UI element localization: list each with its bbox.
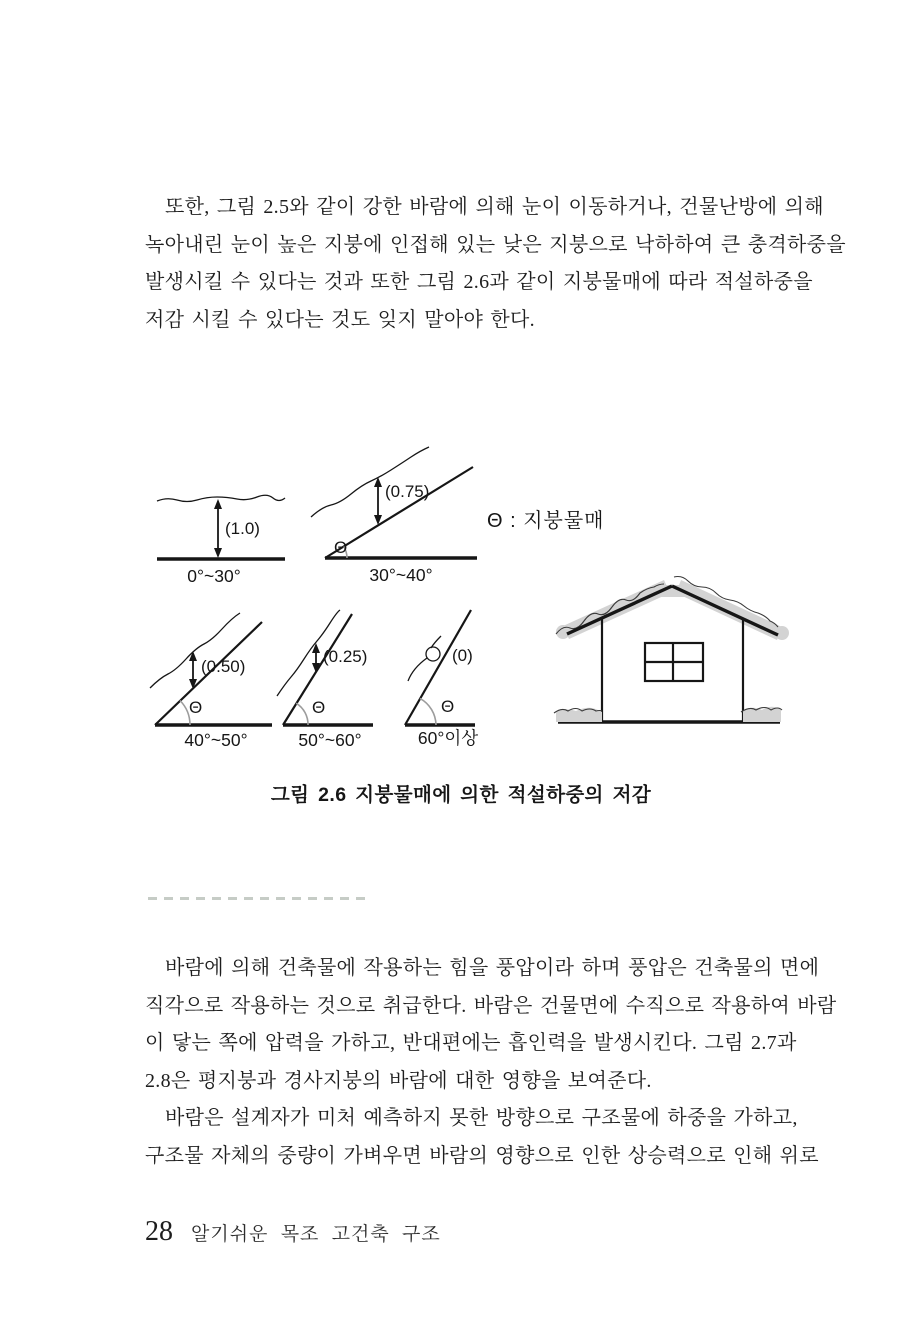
paragraph-wind-pressure (145, 950, 837, 1100)
arrowhead-down-icon (214, 548, 222, 558)
arrowhead-up-icon (214, 499, 222, 509)
diagram-flat-roof (157, 495, 285, 586)
snow-covered-house-drawing (554, 577, 789, 723)
snow-surface-line (150, 613, 240, 688)
page-footer (145, 1216, 441, 1248)
text-line: 2.8은 평지붕과 경사지붕의 바람에 대한 영향을 보여준다. (145, 1069, 652, 1092)
snow-load-factor: (0.75) (385, 482, 430, 501)
snow-slide-wisp (431, 636, 441, 648)
arrowhead-down-icon (189, 679, 197, 689)
text-line: 또한, 그림 2.5와 같이 강한 바람에 의해 눈이 이동하거나, 건물난방에 의해 (165, 196, 824, 218)
text-line: 구조물 자체의 중량이 가벼우면 바람의 영향으로 인한 상승력으로 인해 위로 (145, 1144, 819, 1167)
theta-symbol: Θ (441, 697, 455, 716)
roof-line-left (567, 586, 672, 634)
clipped-heading-fragment (148, 897, 369, 900)
text-line: 이 닿는 쪽에 압력을 가하고, 반대편에는 흡인력을 발생시킨다. 그림 2.7과 (145, 1032, 797, 1054)
diagram-slope-40-50 (150, 613, 272, 750)
slope-range-label: 0°~30° (187, 566, 241, 586)
snow-load-factor: (0.50) (201, 657, 246, 676)
diagram-slope-over-60 (405, 610, 478, 748)
sliding-snowball (426, 647, 440, 661)
figure-caption: 그림 2.6 지붕물매에 의한 적설하중의 저감 (270, 784, 652, 806)
roof-line-right (672, 586, 778, 635)
snow-load-factor: (0.25) (323, 647, 368, 666)
angle-arc (420, 698, 436, 725)
arrowhead-up-icon (189, 651, 197, 661)
roof-slope-line (405, 610, 471, 725)
text-line: 바람에 의해 건축물에 작용하는 힘을 풍압이라 하며 풍압은 건축물의 면에 (165, 957, 820, 979)
figure-legend: Θ : 지붕물매 (487, 510, 605, 532)
slope-range-label: 30°~40° (369, 565, 433, 585)
snow-surface-line (157, 495, 285, 501)
text-line: 직각으로 작용하는 것으로 취급한다. 바람은 건물면에 수직으로 작용하여 바람 (145, 994, 837, 1017)
paragraph-snow-load (145, 189, 846, 339)
snow-slide-path (408, 658, 427, 681)
slope-range-label: 50°~60° (298, 730, 362, 750)
arrowhead-up-icon (312, 643, 320, 653)
diagram-slope-30-40 (311, 447, 477, 585)
theta-symbol: Θ (334, 538, 348, 557)
slope-range-label: 40°~50° (184, 730, 248, 750)
slope-range-label: 60°이상 (417, 728, 479, 748)
book-title: 알기쉬운 목조 고건축 구조 (191, 1224, 441, 1245)
snow-load-factor: (1.0) (225, 519, 260, 538)
diagram-slope-50-60 (277, 610, 373, 750)
figure-2-6-roof-slope-diagrams (140, 433, 806, 763)
text-line: 녹아내린 눈이 높은 지붕에 인접해 있는 낮은 지붕으로 낙하하여 큰 충격하중을 (145, 233, 846, 256)
angle-arc (296, 703, 308, 725)
paragraph-wind-uplift (145, 1100, 820, 1175)
text-line: 저감 시킬 수 있다는 것도 잊지 말아야 한다. (145, 308, 535, 331)
snow-load-factor: (0) (452, 646, 473, 665)
theta-symbol: Θ (312, 698, 326, 717)
theta-symbol: Θ (189, 698, 203, 717)
text-line: 발생시킬 수 있다는 것과 또한 그림 2.6과 같이 지붕물매에 따라 적설하중을 (145, 271, 813, 293)
page-number: 28 (145, 1216, 173, 1247)
text-line: 바람은 설계자가 미처 예측하지 못한 방향으로 구조물에 하중을 가하고, (165, 1107, 798, 1129)
